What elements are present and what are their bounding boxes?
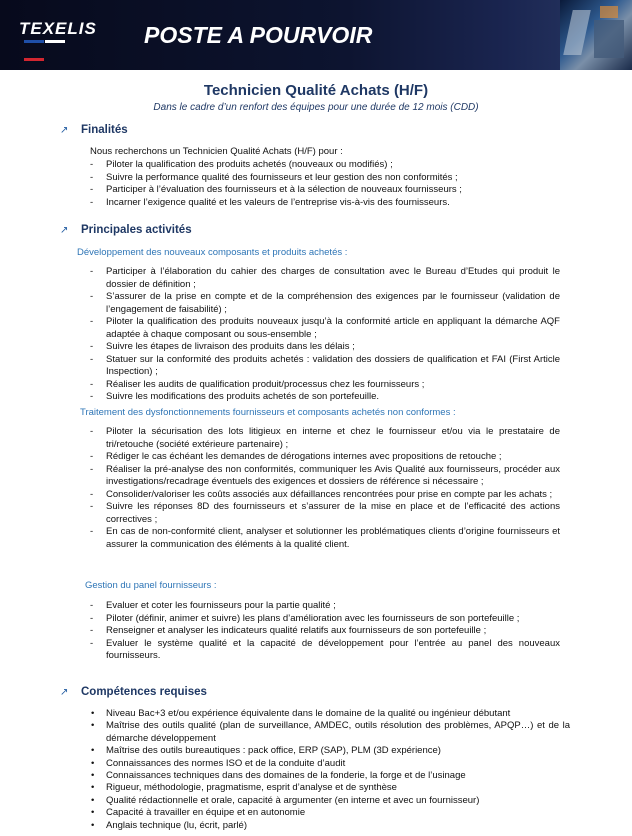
list-item: - Réaliser la pré-analyse des non conformités, communiquer les Avis Qualité aux fournisseurs, procéder aux investigations/recadrage éventuels des exigences et dossiers de référence si nécessaire ;	[90, 464, 560, 489]
subsection-title-developpement: Développement des nouveaux composants et produits achetés :	[77, 247, 348, 258]
flag-stripe-blue	[24, 40, 44, 43]
competences-list	[90, 708, 570, 832]
list-item: • Niveau Bac+3 et/ou expérience équivalente dans le domaine de la qualité ou ingénieur débutant	[90, 708, 570, 720]
list-item: - Renseigner et analyser les indicateurs qualité relatifs aux fournisseurs de son portefeuille ;	[90, 625, 560, 638]
list-item: - En cas de non-conformité client, analyser et solutionner les problématiques clients d’origine fournisseurs et assurer la communication des éléments à la qualité client.	[90, 526, 560, 551]
list-item: - Evaluer le système qualité et la capacité de développement pour l’entrée au panel des nouveaux fournisseurs.	[90, 638, 560, 663]
list-item: - Réaliser les audits de qualification produit/processus chez les fournisseurs ;	[90, 379, 560, 392]
list-item: • Maîtrise des outils bureautiques : pack office, ERP (SAP), PLM (3D expérience)	[90, 745, 570, 757]
arrow-icon: ↗	[60, 225, 69, 236]
logo-flag-stripes	[24, 40, 86, 43]
job-subtitle: Dans le cadre d’un renfort des équipes pour une durée de 12 mois (CDD)	[153, 102, 479, 113]
list-item: - Statuer sur la conformité des produits achetés : validation des dossiers de qualification et FAI (First Article Inspection) ;	[90, 354, 560, 379]
panel-list	[90, 600, 560, 663]
list-item: - Suivre les modifications des produits achetés de son portefeuille.	[90, 391, 560, 404]
subsection-title-panel: Gestion du panel fournisseurs :	[85, 580, 217, 591]
header-photo	[560, 0, 632, 70]
list-item: • Anglais technique (lu, écrit, parlé)	[90, 820, 570, 832]
list-item: - Piloter la sécurisation des lots litigieux en interne et chez le fournisseur et/ou via le prestataire de tri/retouche (société extérieure partenaire) ;	[90, 426, 560, 451]
section-heading-competences: ↗ Compétences requises	[60, 686, 207, 698]
list-item: • Maîtrise des outils qualité (plan de surveillance, AMDEC, outils résolution des problèmes, APQP…) et de la démarche développement	[90, 720, 570, 745]
list-item: - Piloter la qualification des produits nouveaux jusqu’à la conformité article en appliquant la démarche AQF adaptée à chaque composant ou sous-ensemble ;	[90, 316, 560, 341]
arrow-icon: ↗	[60, 125, 69, 136]
header-banner	[0, 0, 632, 70]
arrow-icon: ↗	[60, 687, 69, 698]
list-item: - Piloter (définir, animer et suivre) les plans d’amélioration avec les fournisseurs de son portefeuille ;	[90, 613, 560, 626]
header-title: POSTE A POURVOIR	[144, 22, 373, 48]
list-item: - Suivre la performance qualité des fournisseurs et leur gestion des non conformités ;	[90, 172, 560, 185]
subsection-title-dysfonctionnements: Traitement des dysfonctionnements fournisseurs et composants achetés non conformes :	[80, 407, 456, 418]
list-item: - Suivre les étapes de livraison des produits dans les délais ;	[90, 341, 560, 354]
list-item: • Connaissances des normes ISO et de la conduite d’audit	[90, 758, 570, 770]
section-heading-finalites: ↗ Finalités	[60, 124, 128, 136]
list-item: - Rédiger le cas échéant les demandes de dérogations internes avec propositions de retouche ;	[90, 451, 560, 464]
finalites-intro: Nous recherchons un Technicien Qualité Achats (H/F) pour :	[90, 146, 343, 157]
flag-stripe-red	[24, 58, 44, 61]
list-item: - Piloter la qualification des produits achetés (nouveaux ou modifiés) ;	[90, 159, 560, 172]
list-item: - Suivre les réponses 8D des fournisseurs et s’assurer de la mise en place et de l’efficacité des actions correctives ;	[90, 501, 560, 526]
developpement-list	[90, 266, 560, 404]
dysfonctionnements-list	[90, 426, 560, 551]
list-item: - S’assurer de la prise en compte et de la compréhension des exigences par le fournisseur (validation de l’engagement de faisabilité) ;	[90, 291, 560, 316]
list-item: - Participer à l’élaboration du cahier des charges de consultation avec le Bureau d’Etudes qui produit le dossier de définition ;	[90, 266, 560, 291]
company-logo: TEXELIS	[19, 19, 97, 38]
job-title: Technicien Qualité Achats (H/F)	[203, 82, 429, 99]
list-item: • Connaissances techniques dans des domaines de la fonderie, la forge et de l’usinage	[90, 770, 570, 782]
finalites-list	[90, 159, 560, 209]
list-item: • Capacité à travailler en équipe et en autonomie	[90, 807, 570, 819]
list-item: - Evaluer et coter les fournisseurs pour la partie qualité ;	[90, 600, 560, 613]
list-item: - Participer à l’évaluation des fournisseurs et à la sélection de nouveaux fournisseurs ;	[90, 184, 560, 197]
list-item: - Incarner l’exigence qualité et les valeurs de l’entreprise vis-à-vis des fournisseurs.	[90, 197, 560, 210]
list-item: • Rigueur, méthodologie, pragmatisme, esprit d’analyse et de synthèse	[90, 782, 570, 794]
flag-stripe-white	[45, 40, 65, 43]
section-heading-activites: ↗ Principales activités	[60, 224, 192, 236]
list-item: • Qualité rédactionnelle et orale, capacité à argumenter (en interne et avec un fournisseur)	[90, 795, 570, 807]
list-item: - Consolider/valoriser les coûts associés aux défaillances rencontrées pour prise en compte par les achats ;	[90, 489, 560, 502]
